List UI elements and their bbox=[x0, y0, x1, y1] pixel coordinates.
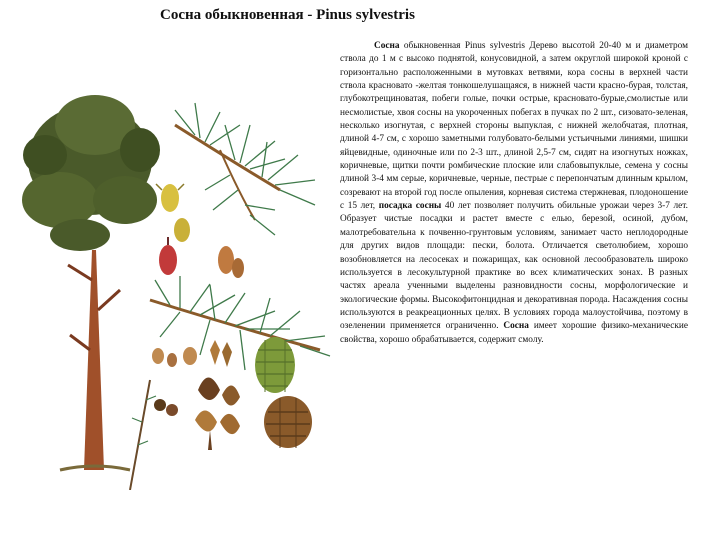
pine-seed-icon bbox=[152, 340, 240, 450]
female-flower-icon bbox=[159, 237, 177, 275]
page-title: Сосна обыкновенная - Pinus sylvestris bbox=[160, 7, 415, 23]
text-part-1: обыкновенная Pinus sylvestris Дерево высотой 20-40 м и диаметром ствола до 1 м с высоко поднятой, конусовидной, а затем округлой широкой кроной с горизонтально расположенными в мутовках ветвями, кора сосны в верхней части ствола красновато -желтая тонкошелушащаяся, в нижней части красно-бурая, толстая, глубокотрещиноватая, побеги голые, почки острые, красновато-бурые,смолистые или несмолистые, хвоя сосны на укороченных побегах в пучках по 2 шт., сизовато-зеленая, несколько изогнутая, с верхней стороны выпуклая, с нижней желобчатая, плотная, длиной 4-7 см, с хорошо заметными голубовато-белыми устьичными линиями, шишки яйцевидные, одиночные или по 2-3 шт., длиной 2,5-7 см, сидят на изогнутых ножках, коричневые, щитки почти ромбические плоские или слабовыпуклые, семена у сосны длиной 3-4 мм серые, коричневые, черные, пестрые с перепончатым длинным крылом, созревают на второй год после опыления, корневая система стержневая, плодоношение с 15 лет, bbox=[340, 41, 688, 212]
term-planting: посадка сосны bbox=[378, 201, 442, 212]
term-pine: Сосна bbox=[374, 41, 400, 51]
text-part-2: 40 лет позволяет получить обильные урожаи через 3-7 лет. Образует чистые посадки и растет вместе с елью, березой, осиной, дубом, малотребовательна к почвенно-грунтовым условиям, занимает часто неплодородные для других видов площади: пески, болота. Отличается светолюбием, хорошо возобновляется на лесосеках и пожарищах, как основной лесообразователь широко используется в лесокультурной практике во всех климатических зонах. В разных частях ареала ученными выделены разновидности сосны, морфологические и экологические формы. Высокофитонцидная и декоративная порода. Насаждения сосны используются в реакреационных целях. В условиях города малоустойчива, поэтому в озеленении применяется ограниченно. bbox=[340, 201, 688, 332]
article-text bbox=[340, 40, 688, 347]
pine-branch-icon bbox=[175, 103, 315, 278]
pine-cone-open-icon bbox=[264, 396, 312, 448]
male-flower-icon bbox=[156, 184, 190, 242]
article-paragraph bbox=[340, 40, 688, 347]
pine-cone-icon bbox=[255, 337, 295, 393]
term-pine-2: Сосна bbox=[503, 321, 529, 332]
pine-branch-lower-icon bbox=[150, 276, 330, 373]
botanical-illustration bbox=[0, 50, 340, 490]
twig-icon bbox=[130, 380, 156, 490]
pine-tree-icon bbox=[22, 95, 160, 470]
text-part-3: имеет хорошие физико-механические свойства, хорошо обрабатывается, содержит смолу. bbox=[340, 321, 688, 345]
